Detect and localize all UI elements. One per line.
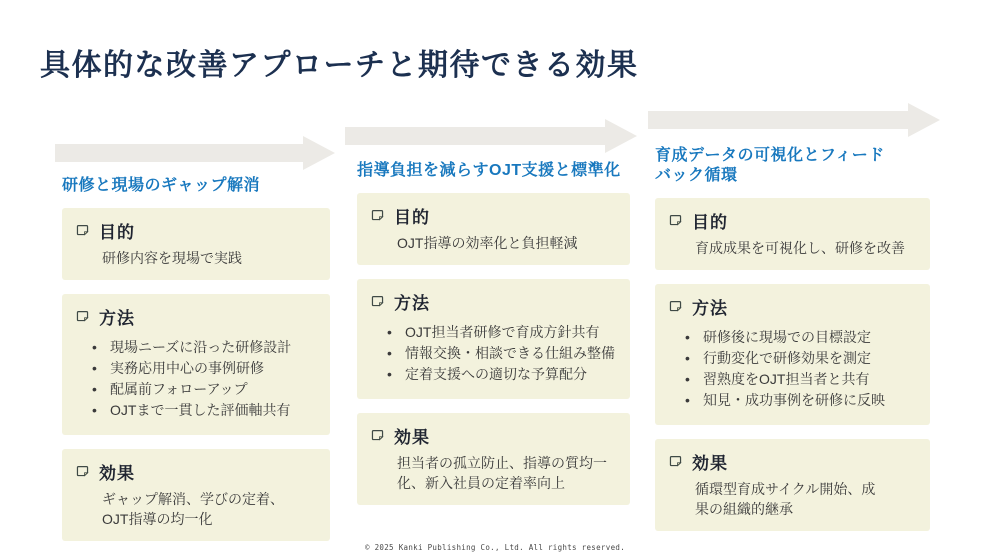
note-icon (371, 209, 384, 222)
bullet-item: • 習熟度をOJT担当者と共有 (703, 369, 916, 390)
note-icon (669, 455, 682, 468)
note-icon (669, 214, 682, 227)
bullet-item: • 情報交換・相談できる仕組み整備 (405, 343, 616, 364)
col2-method-card (357, 279, 630, 399)
col1-effect-card (62, 449, 330, 541)
right-arrow-icon (345, 119, 637, 153)
column1-header (62, 176, 330, 196)
column-gap-resolution (62, 176, 330, 555)
column2-header-line: 指導負担を減らすOJT支援と標準化 (357, 162, 621, 179)
note-icon (76, 224, 89, 237)
col3-effect-card (655, 439, 930, 531)
page-title: 具体的な改善アプローチと期待できる効果 (40, 49, 639, 82)
method-bullet-list (76, 337, 316, 421)
bullet-item: • OJT担当者研修で育成方針共有 (405, 322, 616, 343)
method-bullet-list (371, 322, 616, 385)
bullet-item: • OJTまで一貫した評価軸共有 (110, 400, 316, 421)
flow-arrow-1 (55, 136, 335, 170)
card-body: 研修内容を現場で実践 (102, 250, 242, 266)
column-feedback-loop (655, 146, 930, 545)
column-ojt-support (357, 161, 630, 519)
col2-purpose-card (357, 193, 630, 265)
column2-header (357, 161, 630, 181)
bullet-item: • 知見・成功事例を研修に反映 (703, 390, 916, 411)
card-title: 方法 (692, 299, 728, 319)
bullet-item: • 行動変化で研修効果を測定 (703, 348, 916, 369)
card-body: 担当者の孤立防止、指導の質均一化、新入社員の定着率向上 (397, 455, 607, 491)
note-icon (669, 300, 682, 313)
card-body: OJT指導の効率化と負担軽減 (397, 235, 578, 251)
card-title: 方法 (394, 294, 430, 314)
bullet-item: • 研修後に現場での目標設定 (703, 327, 916, 348)
right-arrow-icon (55, 136, 335, 170)
note-icon (76, 465, 89, 478)
card-title: 効果 (394, 428, 430, 448)
card-title: 効果 (692, 454, 728, 474)
copyright-footer: © 2025 Kanki Publishing Co., Ltd. All rights reserved. (364, 543, 626, 552)
right-arrow-icon (648, 103, 940, 137)
card-title: 目的 (99, 223, 135, 242)
bullet-item: • 実務応用中心の事例研修 (110, 358, 316, 379)
card-title: 目的 (692, 213, 728, 232)
card-body: ギャップ解消、学びの定着、OJT指導の均一化 (102, 491, 284, 527)
bullet-item: • 現場ニーズに沿った研修設計 (110, 337, 316, 358)
bullet-item: • 定着支援への適切な予算配分 (405, 364, 616, 385)
column3-header (655, 146, 930, 186)
method-bullet-list (669, 327, 916, 411)
note-icon (76, 310, 89, 323)
flow-arrow-3 (648, 103, 940, 137)
column3-header-line: バック循環 (655, 167, 738, 184)
column1-header-line: 研修と現場のギャップ解消 (62, 177, 261, 194)
column3-header-line: 育成データの可視化とフィード (655, 147, 885, 164)
col3-method-card (655, 284, 930, 425)
card-title: 効果 (99, 464, 135, 484)
col3-purpose-card (655, 198, 930, 270)
note-icon (371, 295, 384, 308)
col2-effect-card (357, 413, 630, 505)
note-icon (371, 429, 384, 442)
col1-purpose-card (62, 208, 330, 280)
card-body: 循環型育成サイクル開始、成果の組織的継承 (695, 481, 876, 517)
col1-method-card (62, 294, 330, 435)
card-title: 目的 (394, 208, 430, 227)
flow-arrow-2 (345, 119, 637, 153)
card-body: 育成成果を可視化し、研修を改善 (695, 240, 905, 256)
card-title: 方法 (99, 309, 135, 329)
bullet-item: • 配属前フォローアップ (110, 379, 316, 400)
